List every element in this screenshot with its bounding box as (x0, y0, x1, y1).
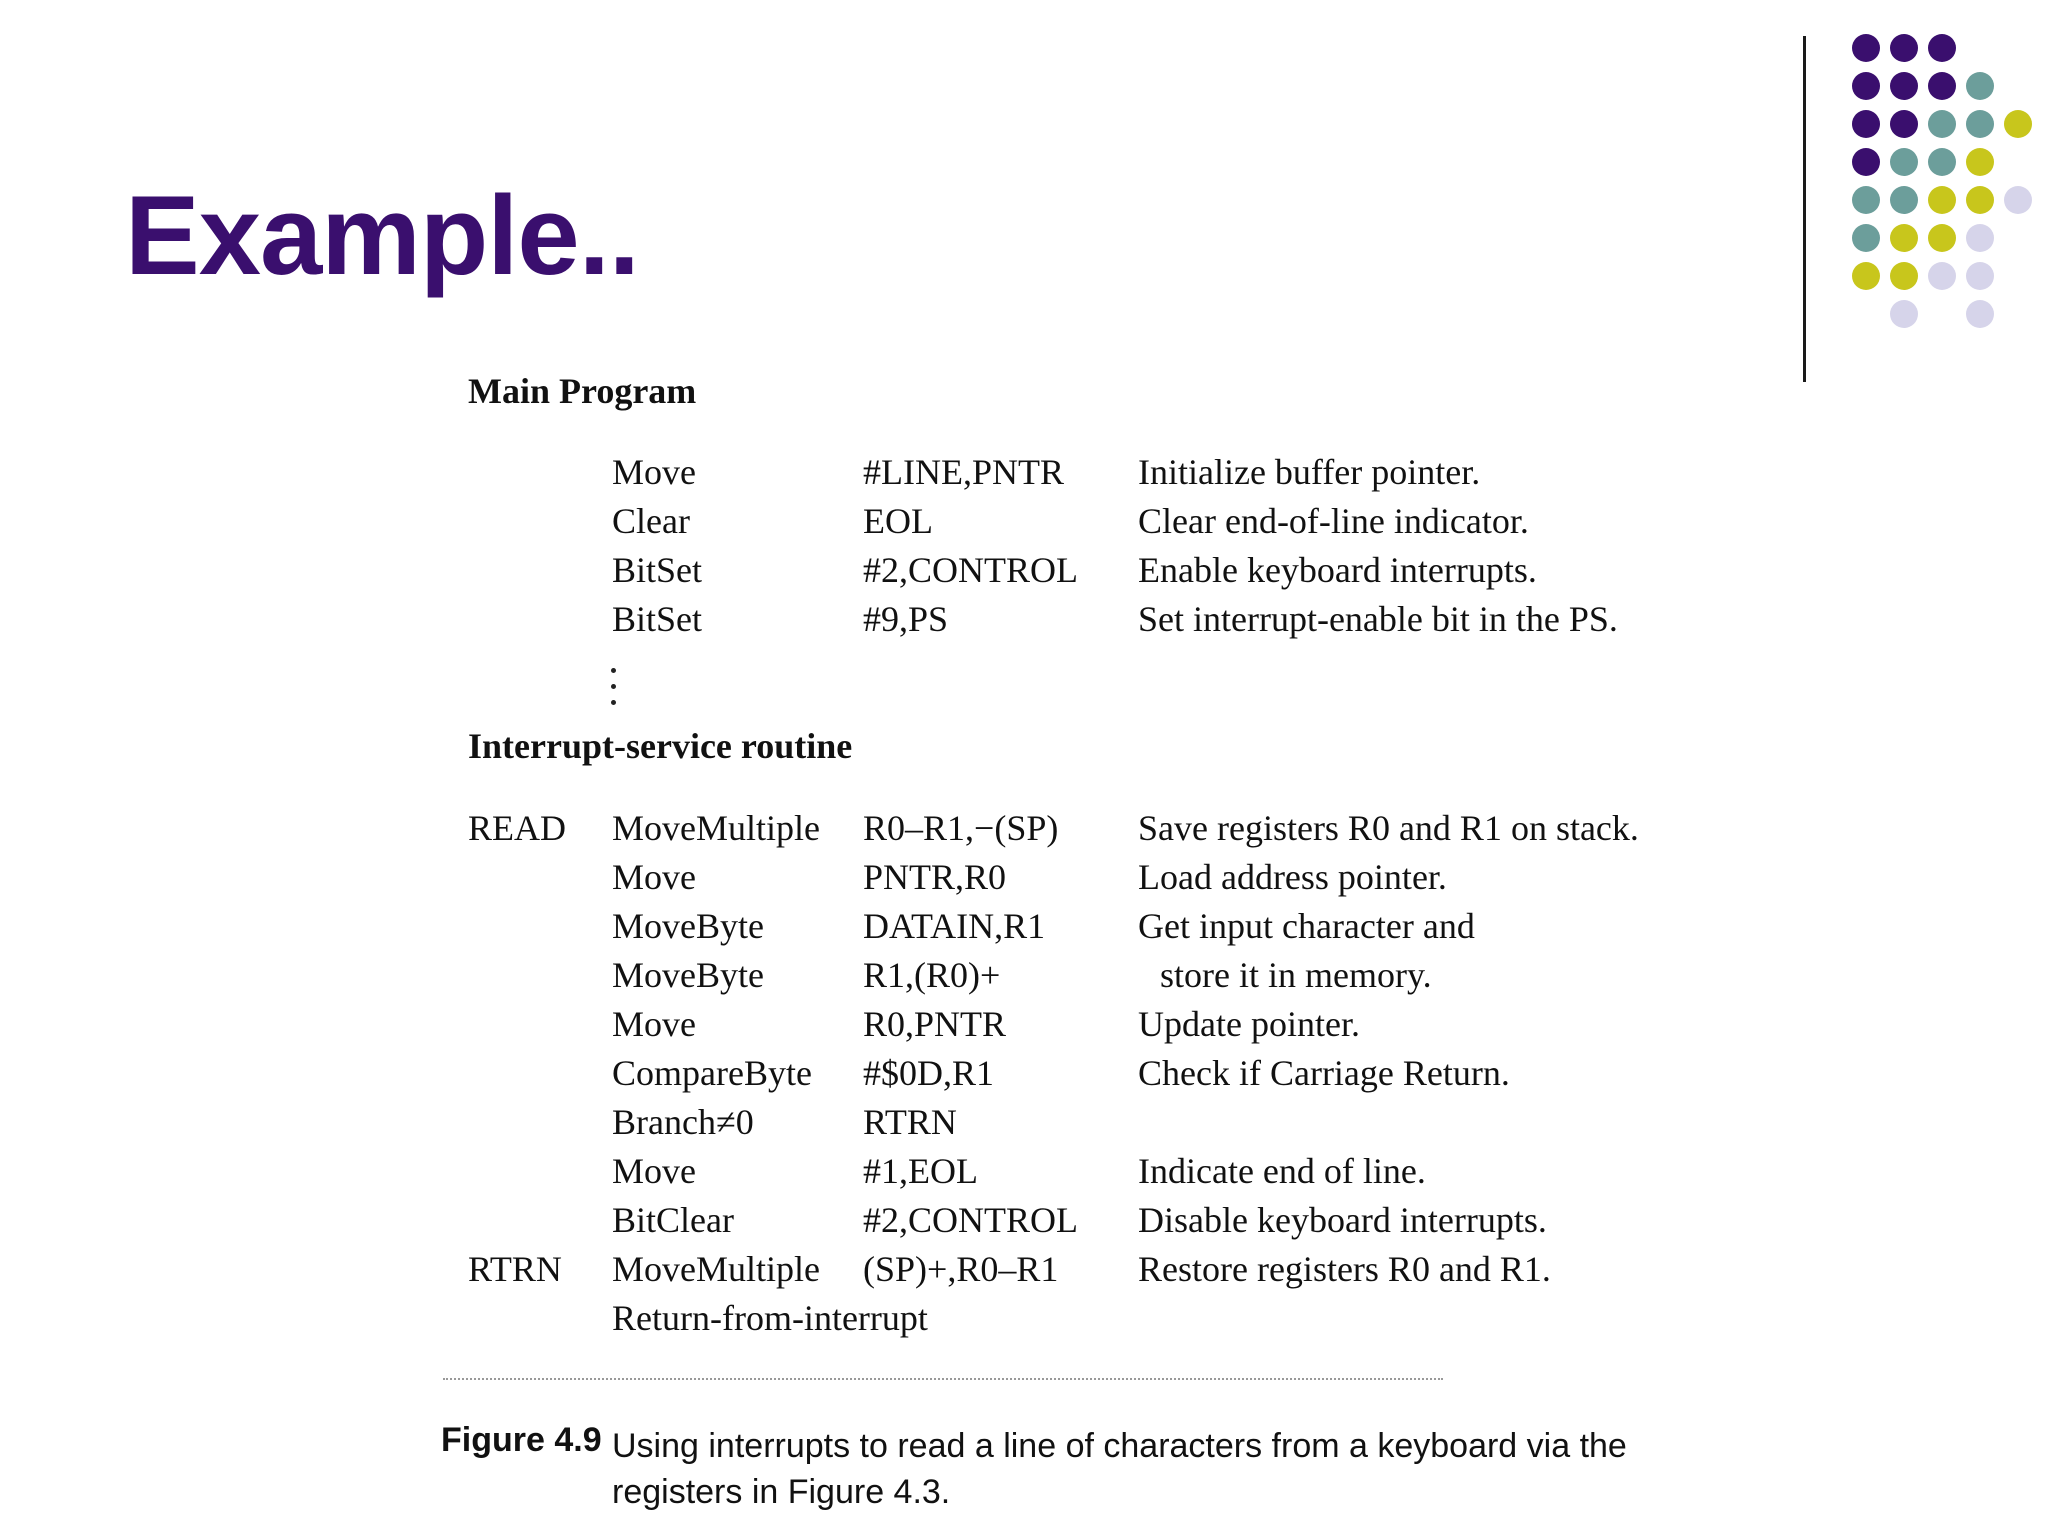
decorative-dot (1890, 186, 1918, 214)
decorative-dot (2004, 186, 2032, 214)
vertical-divider (1803, 36, 1806, 382)
code-label: RTRN (468, 1249, 562, 1289)
decorative-dot (1890, 300, 1918, 328)
code-comment: Check if Carriage Return. (1138, 1053, 1510, 1093)
figure-caption-label: Figure 4.9 (441, 1421, 602, 1459)
code-comment: Clear end-of-line indicator. (1138, 501, 1529, 541)
code-op: BitSet (612, 550, 703, 590)
caption-separator (443, 1378, 1443, 1380)
decorative-dot (1852, 262, 1880, 290)
code-operand: EOL (863, 501, 933, 541)
decorative-dot (1890, 148, 1918, 176)
code-comment: Load address pointer. (1138, 857, 1447, 897)
decorative-dot (1928, 110, 1956, 138)
isr-heading: Interrupt-service routine (468, 726, 853, 766)
code-op: Move (612, 452, 696, 492)
code-operand: #2,CONTROL (863, 1200, 1078, 1240)
decorative-dot (1852, 148, 1880, 176)
decorative-dot (1890, 110, 1918, 138)
decorative-dot (1928, 72, 1956, 100)
decorative-dot (1928, 186, 1956, 214)
code-operand: R0,PNTR (863, 1004, 1007, 1044)
decorative-dot (1890, 72, 1918, 100)
code-operand: (SP)+,R0–R1 (863, 1249, 1059, 1289)
code-comment: Restore registers R0 and R1. (1138, 1249, 1551, 1289)
code-operand: PNTR,R0 (863, 857, 1007, 897)
decorative-dot (1890, 224, 1918, 252)
code-operand: RTRN (863, 1102, 957, 1142)
code-operand: DATAIN,R1 (863, 906, 1046, 946)
code-op: MoveMultiple (612, 1249, 820, 1289)
decorative-dot (1890, 34, 1918, 62)
code-comment: Update pointer. (1138, 1004, 1360, 1044)
decorative-dot (1966, 148, 1994, 176)
code-comment: Save registers R0 and R1 on stack. (1138, 808, 1639, 848)
decorative-dot (1852, 186, 1880, 214)
decorative-dot (1890, 262, 1918, 290)
decorative-dot (1966, 186, 1994, 214)
code-op: BitSet (612, 599, 703, 639)
decorative-dot (1966, 300, 1994, 328)
code-op: Clear (612, 501, 690, 541)
code-operand: #2,CONTROL (863, 550, 1078, 590)
decorative-dot (2004, 110, 2032, 138)
code-comment: Initialize buffer pointer. (1138, 452, 1481, 492)
ellipsis-vertical (609, 668, 619, 716)
code-op: Return-from-interrupt (612, 1298, 928, 1338)
decorative-dot (1966, 262, 1994, 290)
code-op: Branch≠0 (612, 1102, 754, 1142)
code-comment: Set interrupt-enable bit in the PS. (1138, 599, 1618, 639)
code-op: MoveByte (612, 906, 764, 946)
code-op: Move (612, 857, 696, 897)
code-op: MoveMultiple (612, 808, 820, 848)
code-operand: R1,(R0)+ (863, 955, 1001, 995)
decorative-dot (1852, 224, 1880, 252)
slide-title: Example.. (125, 173, 639, 298)
decorative-dot (1852, 110, 1880, 138)
code-comment: Enable keyboard interrupts. (1138, 550, 1537, 590)
decorative-dot (1852, 34, 1880, 62)
decorative-dot (1928, 148, 1956, 176)
code-comment: store it in memory. (1160, 955, 1432, 995)
decorative-dot (1928, 224, 1956, 252)
code-comment: Indicate end of line. (1138, 1151, 1426, 1191)
decorative-dot (1966, 224, 1994, 252)
code-comment: Get input character and (1138, 906, 1475, 946)
code-operand: #9,PS (863, 599, 949, 639)
decorative-dot (1928, 34, 1956, 62)
code-operand: #LINE,PNTR (863, 452, 1064, 492)
code-op: MoveByte (612, 955, 764, 995)
main-program-heading: Main Program (468, 371, 697, 411)
code-operand: #1,EOL (863, 1151, 978, 1191)
code-operand: #$0D,R1 (863, 1053, 995, 1093)
code-comment: Disable keyboard interrupts. (1138, 1200, 1547, 1240)
decorative-dot (1852, 72, 1880, 100)
decorative-dot (1966, 110, 1994, 138)
code-op: Move (612, 1004, 696, 1044)
decorative-dot (1966, 72, 1994, 100)
figure-caption-text: Using interrupts to read a line of characters from a keyboard via the registers in Figure 4.3. (612, 1427, 1627, 1511)
code-label: READ (468, 808, 566, 848)
decorative-dot (1928, 262, 1956, 290)
code-op: Move (612, 1151, 696, 1191)
code-op: CompareByte (612, 1053, 812, 1093)
code-op: BitClear (612, 1200, 734, 1240)
code-operand: R0–R1,−(SP) (863, 808, 1059, 848)
